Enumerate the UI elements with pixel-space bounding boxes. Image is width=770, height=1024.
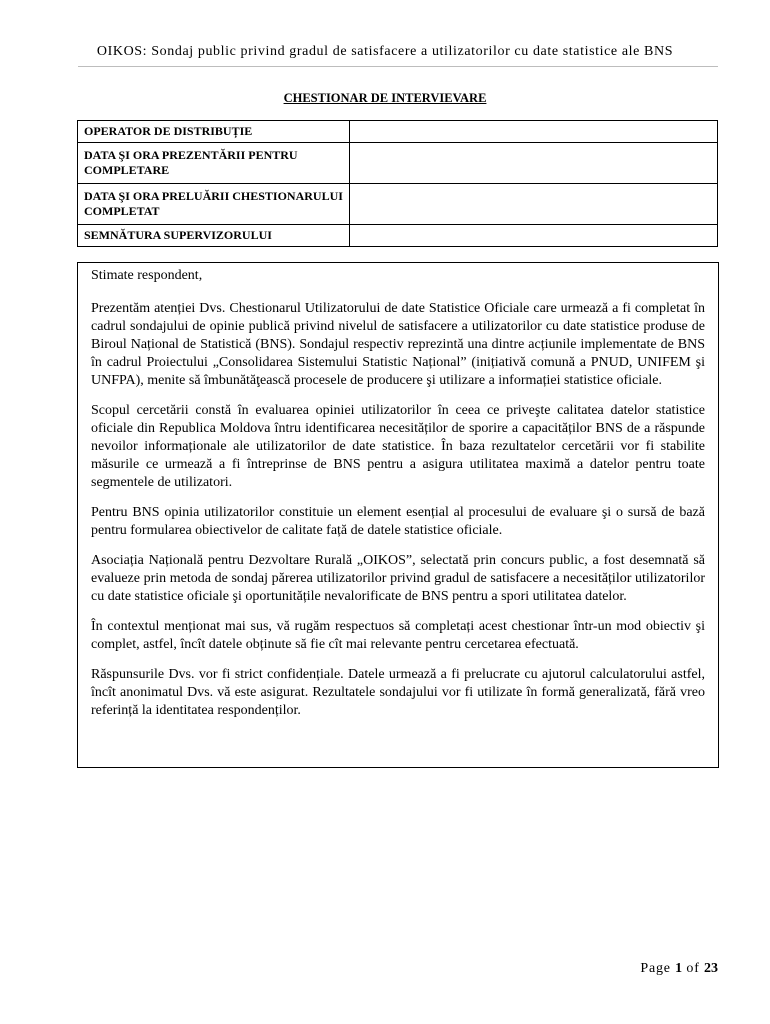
row-value-field[interactable]: [350, 121, 718, 143]
table-row: [78, 121, 718, 143]
intro-paragraph: În contextul menționat mai sus, vă rugăm respectuos să completați acest chestionar într-un mod obiectiv şi complet, astfel, încît datele obținute să fie cît mai relevante pentru cercetarea efectuată.: [91, 619, 705, 652]
intro-paragraph: Răspunsurile Dvs. vor fi strict confidențiale. Datele urmează a fi prelucrate cu ajutorul calculatorului astfel, încît anonimatul Dvs. vă este asigurat. Rezultatele sondajului vor fi utilizate în formă generalizată, fără vreo referință la identitatea respondenților.: [91, 667, 705, 718]
row-value-field[interactable]: [350, 143, 718, 184]
row-label: OPERATOR DE DISTRIBUȚIE: [78, 121, 350, 143]
running-header: OIKOS: Sondaj public privind gradul de satisfacere a utilizatorilor cu date statistice ale BNS: [96, 44, 674, 59]
greeting: Stimate respondent,: [91, 268, 203, 283]
intro-paragraph: Pentru BNS opinia utilizatorilor constituie un element esențial al procesului de evaluare şi o sursă de bază pentru formularea obiectivelor de calitate față de datele statistice oficiale.: [91, 505, 705, 538]
intro-paragraph: Scopul cercetării constă în evaluarea opiniei utilizatorilor în ceea ce priveşte calitatea datelor statistice oficiale din Republica Moldova întru identificarea necesităților de sporire a capacităților BNS de a răspunde nevoilor informaționale ale utilizatorilor de date statistice. În baza rezultatelor cercetării vor fi stabilite măsurile ce urmează a fi întreprinse de BNS pentru a asigura utilitatea maximă a datelor pentru toate segmentele de utilizatori.: [91, 403, 705, 490]
page-title: CHESTIONAR DE INTERVIEVARE: [283, 91, 487, 105]
row-value-field[interactable]: [350, 225, 718, 247]
page-current: 1: [675, 961, 683, 976]
table-row: [78, 143, 718, 184]
page-total: 23: [704, 961, 718, 976]
page-word: Page: [640, 961, 671, 976]
header-divider: [78, 66, 718, 67]
info-table: [77, 120, 718, 247]
page-number: [640, 961, 718, 977]
intro-letter-box: [77, 262, 719, 768]
table-row: [78, 184, 718, 225]
intro-paragraph: Prezentăm atenției Dvs. Chestionarul Utilizatorului de date Statistice Oficiale care urmează a fi completat în cadrul sondajului de opinie publică privind nivelul de satisfacere a utilizatorilor cu date statistice produse de Biroul Național de Statistică (BNS). Sondajul respectiv reprezintă una dintre acțiunile implementate de BNS în cadrul Proiectului „Consolidarea Sistemului Statistic Național” (inițiativă comună a PNUD, UNIFEM şi UNFPA), menite să îmbunătăţească procesele de producere şi utilizare a informației statistice oficiale.: [91, 301, 705, 388]
intro-paragraph: Asociația Națională pentru Dezvoltare Rurală „OIKOS”, selectată prin concurs public, a fost desemnată să evalueze prin metoda de sondaj părerea utilizatorilor privind gradul de satisfacere a necesităților utilizatorilor cu date statistice oficiale şi oportunitățile nevalorificate de BNS pentru a spori utilitatea datelor.: [91, 553, 705, 604]
of-word: of: [686, 961, 700, 976]
row-value-field[interactable]: [350, 184, 718, 225]
row-label: DATA ŞI ORA PRELUĂRII CHESTIONARULUI COMPLETAT: [78, 184, 350, 225]
row-label: DATA ŞI ORA PREZENTĂRII PENTRU COMPLETARE: [78, 143, 350, 184]
row-label: SEMNĂTURA SUPERVIZORULUI: [78, 225, 350, 247]
table-row: [78, 225, 718, 247]
